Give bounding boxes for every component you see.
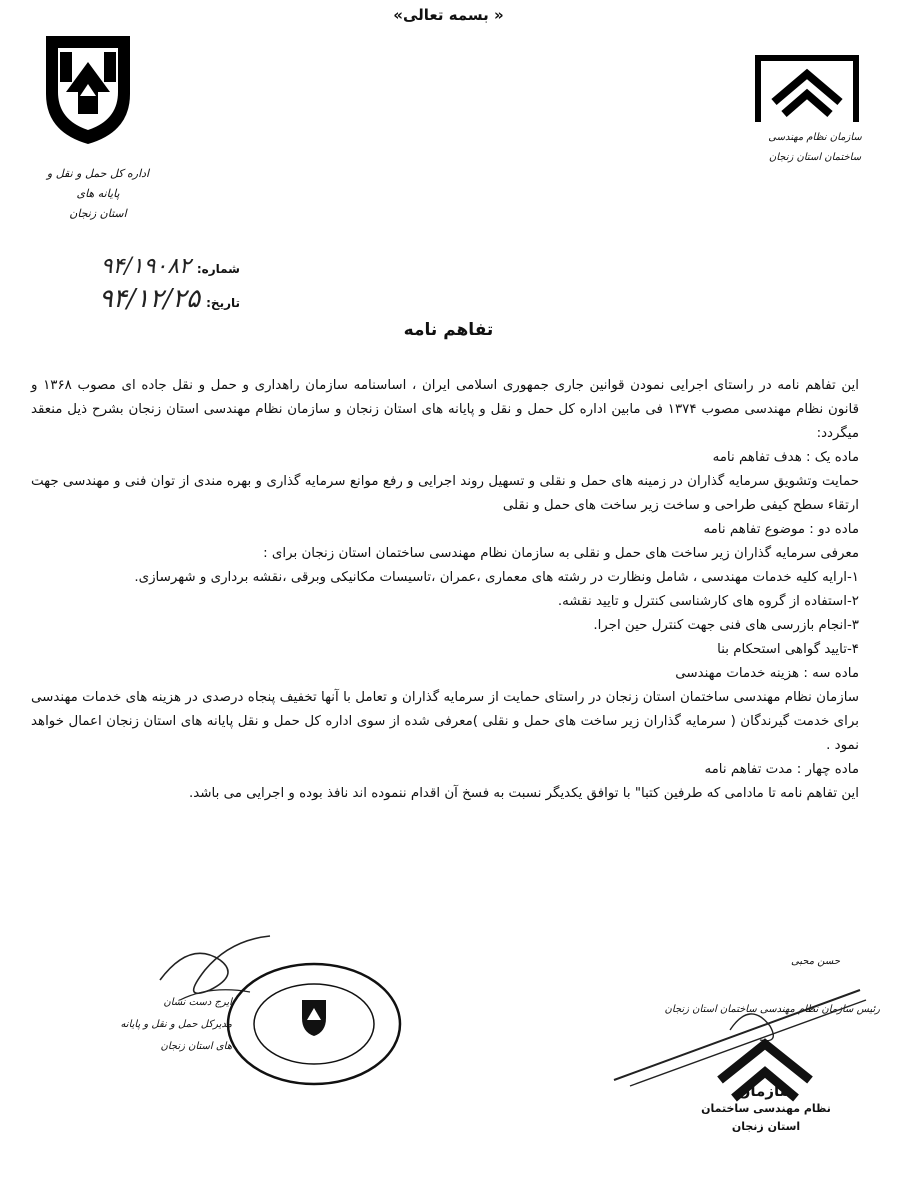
document-body xyxy=(31,374,859,806)
article-4-text: این تفاهم نامه تا مادامی که طرفین کتبا" با توافق یکدیگر نسبت به فسخ آن اقدام ننموده اند نافذ بوده و اجرایی می باشد. xyxy=(189,786,859,801)
article-1-text: حمایت وتشویق سرمایه گذاران در زمینه های حمل و نقلی و تسهیل روند اجرایی و رفع موانع سرمایه گذاری و بهره مندی از توان فنی و مهندسی جهت ارتقاء سطح کیفی طراحی و ساخت زیر ساخت های حمل و نقلی xyxy=(31,474,859,513)
document-title: تفاهم نامه xyxy=(403,320,494,340)
transport-org-logo xyxy=(40,34,136,146)
article-4-heading: ماده چهار : مدت تفاهم نامه xyxy=(704,762,859,777)
article-3-text: سازمان نظام مهندسی ساختمان استان زنجان در راستای حمایت از سرمایه گذاران و تعامل با آنها تخفیف پنجاه درصدی در هزینه های خدمات مهندسی برای خدمت گیرندگان ( سرمایه گذاران زیر ساخت های حمل و نقلی )معرفی شده از سوی اداره کل حمل و نقل پایانه های استان زنجان اعمال خواهد نمود . xyxy=(31,690,859,753)
stamp-line-1: سازمان xyxy=(737,1082,795,1100)
article-2-text: معرفی سرمایه گذاران زیر ساخت های حمل و نقلی به سازمان نظام مهندسی ساختمان استان زنجان برای : xyxy=(263,546,859,561)
right-org-line-2: ساختمان استان زنجان xyxy=(768,152,862,163)
basmala: « بسمه تعالی» xyxy=(393,6,504,24)
left-signatory-title: مدیرکل حمل و نقل و پایانه های استان زنجان xyxy=(120,1019,232,1052)
letter-number-label: شماره: xyxy=(196,262,240,276)
intro-paragraph: این تفاهم نامه در راستای اجرایی نمودن قوانین جاری جمهوری اسلامی ایران ، اساسنامه سازمان راهداری و حمل و نقل جاده ای مصوب ۱۳۶۸ و قانون نظام مهندسی مصوب ۱۳۷۴ فی مابین اداره کل حمل و نقل و پایانه های استان زنجان و سازمان نظام مهندسی استان زنجان بشرح ذیل منعقد میگردد: xyxy=(31,378,859,441)
stamp-line-2: نظام مهندسی ساختمان xyxy=(701,1102,831,1115)
right-org-line-1: سازمان نظام مهندسی xyxy=(768,132,862,143)
left-org-line-1: اداره کل حمل و نقل و پایانه های xyxy=(46,167,150,200)
letter-number-value: ۹۴/۱۹۰۸۲ xyxy=(100,254,191,279)
article-2-item-2: ۲-استفاده از گروه های کارشناسی کنترل و تایید نقشه. xyxy=(557,594,859,609)
article-2-item-3: ۳-انجام بازرسی های فنی جهت کنترل حین اجرا. xyxy=(593,618,859,633)
left-org-name xyxy=(38,164,158,224)
right-signatory-name: حسن محبی xyxy=(790,956,840,967)
letter-date-value: ۹۴/۱۲/۲۵ xyxy=(98,284,201,314)
article-2-item-4: ۴-تایید گواهی استحکام بنا xyxy=(717,642,859,657)
left-org-line-2: استان زنجان xyxy=(69,207,127,220)
article-2-heading: ماده دو : موضوع تفاهم نامه xyxy=(703,522,859,537)
article-2-item-1: ۱-ارایه کلیه خدمات مهندسی ، شامل ونظارت در رشته های معماری ،عمران ،تاسیسات مکانیکی وبرقی ،نقشه برداری و شهرسازی. xyxy=(134,570,859,585)
letter-date-row xyxy=(40,284,240,314)
engineering-stamp-text xyxy=(686,1082,846,1136)
transport-office-seal xyxy=(224,960,404,1088)
stamp-line-3: استان زنجان xyxy=(731,1120,801,1133)
engineering-org-logo xyxy=(752,48,862,126)
article-1-heading: ماده یک : هدف تفاهم نامه xyxy=(712,450,859,465)
right-signatory-title: رئیس سازمان نظام مهندسی ساختمان استان زنجان xyxy=(664,1004,880,1015)
right-org-name xyxy=(760,128,870,168)
article-3-heading: ماده سه : هزینه خدمات مهندسی xyxy=(675,666,859,681)
left-signatory-name: ایرج دست نشان xyxy=(163,997,232,1008)
letter-number-row xyxy=(40,254,240,279)
letter-date-label: تاریخ: xyxy=(206,296,240,310)
